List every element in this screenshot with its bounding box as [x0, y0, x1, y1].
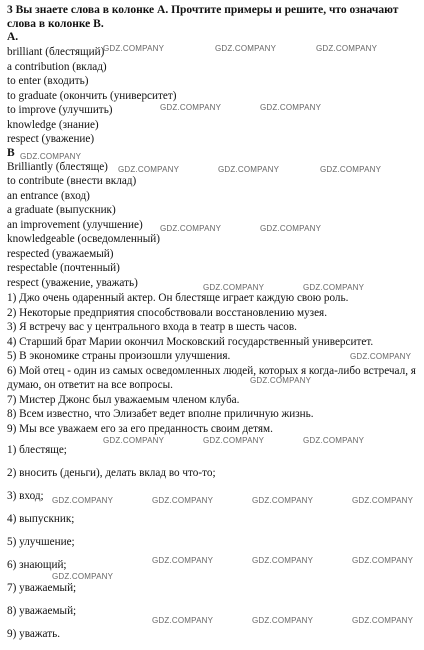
answer-item: 4) выпускник; — [7, 513, 75, 525]
watermark: GDZ.COMPANY — [103, 436, 165, 445]
example-sentence: 6) Мой отец - один из самых осведомленных людей, которых я когда-либо встречал, я думаю, он ответит на все вопросы. — [7, 364, 416, 391]
example-sentence: 2) Некоторые предприятия способствовали восстановлению музея. — [7, 306, 327, 319]
watermark: GDZ.COMPANY — [152, 496, 214, 505]
answer-item: 2) вносить (деньги), делать вклад во что-то; — [7, 467, 216, 479]
watermark: GDZ.COMPANY — [260, 224, 322, 233]
example-sentence: 5) В экономике страны произошли улучшения. — [7, 350, 231, 362]
column-b-item: respect (уважение, уважать) — [7, 276, 138, 289]
example-sentence: 8) Всем известно, что Элизабет ведет вполне приличную жизнь. — [7, 408, 314, 420]
column-b-item: respected (уважаемый) — [7, 247, 114, 260]
answers-list — [7, 439, 421, 646]
watermark: GDZ.COMPANY — [303, 436, 365, 445]
watermark: GDZ.COMPANY — [152, 616, 214, 625]
watermark: GDZ.COMPANY — [252, 556, 314, 565]
column-a-item: brilliant (блестящий) — [7, 46, 105, 58]
watermark: GDZ.COMPANY — [252, 616, 314, 625]
column-b-item: to contribute (внести вклад) — [7, 175, 137, 187]
watermark: GDZ.COMPANY — [160, 103, 222, 112]
answer-item: 8) уважаемый; — [7, 605, 77, 617]
column-a-item: respect (уважение) — [7, 133, 95, 145]
column-a-item: to improve (улучшить) — [7, 104, 113, 116]
task-title: 3 Вы знаете слова в колонке А. Прочтите примеры и решите, что означают слова в колонке В. — [7, 4, 399, 30]
answer-item: 9) уважать. — [7, 628, 61, 640]
answer-item: 6) знающий; — [7, 559, 67, 571]
answer-item: 7) уважаемый; — [7, 582, 77, 594]
column-b-item: a graduate (выпускник) — [7, 204, 116, 216]
column-a-item: a contribution (вклад) — [7, 60, 107, 73]
column-a-item: knowledge (знание) — [7, 118, 99, 131]
example-sentence: 7) Мистер Джонс был уважаемым членом клуба. — [7, 393, 240, 406]
watermark: GDZ.COMPANY — [218, 165, 280, 174]
watermark: GDZ.COMPANY — [203, 283, 265, 292]
column-a-item: to graduate (окончить (университет) — [7, 89, 177, 102]
column-a-item: to enter (входить) — [7, 75, 89, 87]
answer-item: 5) улучшение; — [7, 536, 75, 548]
watermark: GDZ.COMPANY — [316, 44, 378, 53]
watermark: GDZ.COMPANY — [203, 436, 265, 445]
column-a-list — [7, 45, 421, 147]
example-sentence: 1) Джо очень одаренный актер. Он блестяще играет каждую свою роль. — [7, 292, 349, 304]
answer-item: 3) вход; — [7, 490, 44, 502]
example-sentence: 9) Мы все уважаем его за его преданность своим детям. — [7, 422, 273, 435]
column-b-label: B — [7, 146, 15, 159]
column-b-item: an improvement (улучшение) — [7, 218, 143, 231]
example-sentences — [7, 291, 421, 436]
column-b-item: knowledgeable (осведомленный) — [7, 233, 161, 245]
watermark: GDZ.COMPANY — [52, 496, 114, 505]
watermark: GDZ.COMPANY — [352, 556, 414, 565]
watermark: GDZ.COMPANY — [215, 44, 277, 53]
watermark: GDZ.COMPANY — [52, 572, 114, 581]
watermark: GDZ.COMPANY — [250, 376, 312, 385]
watermark: GDZ.COMPANY — [352, 616, 414, 625]
watermark: GDZ.COMPANY — [252, 496, 314, 505]
watermark: GDZ.COMPANY — [20, 152, 82, 161]
column-b-item: an entrance (вход) — [7, 189, 90, 202]
watermark: GDZ.COMPANY — [303, 283, 365, 292]
example-sentence: 4) Старший брат Марии окончил Московский государственный университет. — [7, 335, 374, 348]
column-b-item: respectable (почтенный) — [7, 262, 120, 274]
watermark: GDZ.COMPANY — [118, 165, 180, 174]
watermark: GDZ.COMPANY — [260, 103, 322, 112]
answer-item: 1) блестяще; — [7, 444, 67, 456]
column-b-list — [7, 160, 421, 291]
watermark: GDZ.COMPANY — [352, 496, 414, 505]
example-sentence: 3) Я встречу вас у центрального входа в театр в шесть часов. — [7, 321, 297, 333]
column-b-item: Brilliantly (блестяще) — [7, 160, 108, 173]
watermark: GDZ.COMPANY — [350, 352, 412, 361]
watermark: GDZ.COMPANY — [160, 224, 222, 233]
watermark: GDZ.COMPANY — [152, 556, 214, 565]
column-a-label: A. — [7, 31, 19, 43]
watermark: GDZ.COMPANY — [103, 44, 165, 53]
document — [7, 3, 421, 646]
watermark: GDZ.COMPANY — [320, 165, 382, 174]
